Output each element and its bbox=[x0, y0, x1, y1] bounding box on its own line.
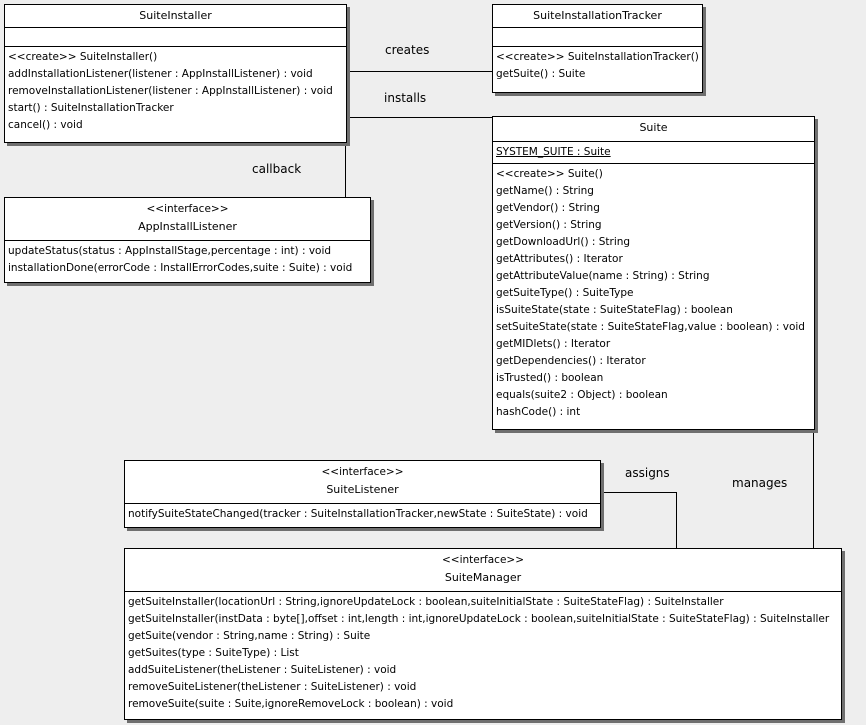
installs-label: installs bbox=[384, 91, 427, 105]
operation: getName() : String bbox=[496, 185, 594, 197]
class-name: SuiteManager bbox=[444, 571, 522, 584]
operation: addInstallationListener(listener : AppInstallListener) : void bbox=[8, 68, 313, 80]
operation: getSuiteType() : SuiteType bbox=[496, 287, 634, 299]
creates-connector bbox=[346, 71, 493, 72]
operation: getVendor() : String bbox=[496, 202, 600, 214]
operations-section bbox=[125, 592, 841, 715]
operation: removeSuite(suite : Suite,ignoreRemoveLock : boolean) : void bbox=[128, 698, 454, 710]
suite-class[interactable] bbox=[492, 116, 815, 430]
class-name: AppInstallListener bbox=[138, 220, 237, 233]
operation: <<create>> SuiteInstallationTracker() bbox=[496, 51, 699, 63]
operation: removeSuiteListener(theListener : SuiteListener) : void bbox=[128, 681, 417, 693]
class-header bbox=[125, 549, 841, 592]
operation: getVersion() : String bbox=[496, 219, 602, 231]
class-name: SuiteInstallationTracker bbox=[533, 9, 662, 22]
class-name: SuiteInstaller bbox=[139, 9, 212, 22]
operation: getAttributeValue(name : String) : String bbox=[496, 270, 710, 282]
stereotype: <<interface>> bbox=[441, 554, 525, 566]
operation: <<create>> SuiteInstaller() bbox=[8, 51, 158, 63]
operation: addSuiteListener(theListener : SuiteListener) : void bbox=[128, 664, 397, 676]
operation: start() : SuiteInstallationTracker bbox=[8, 102, 174, 114]
class-header bbox=[493, 5, 702, 28]
class-name: Suite bbox=[639, 121, 668, 134]
operation: installationDone(errorCode : InstallErrorCodes,suite : Suite) : void bbox=[8, 262, 353, 274]
class-header bbox=[493, 117, 814, 142]
operation: getSuiteInstaller(locationUrl : String,ignoreUpdateLock : boolean,suiteInitialState : SuiteStateFlag) : SuiteInstaller bbox=[128, 596, 724, 608]
suite-installation-tracker-class[interactable] bbox=[492, 4, 703, 93]
operations-section bbox=[5, 241, 370, 279]
attributes-section bbox=[493, 28, 702, 47]
installs-connector bbox=[346, 117, 493, 118]
operation: equals(suite2 : Object) : boolean bbox=[496, 389, 668, 401]
operation: getMIDlets() : Iterator bbox=[496, 338, 611, 350]
operation: <<create>> Suite() bbox=[496, 168, 603, 180]
operation: removeInstallationListener(listener : AppInstallListener) : void bbox=[8, 85, 333, 97]
class-header bbox=[5, 198, 370, 241]
class-header bbox=[5, 5, 346, 28]
operation: getSuite(vendor : String,name : String) : Suite bbox=[128, 630, 371, 642]
operation: getSuites(type : SuiteType) : List bbox=[128, 647, 299, 659]
operation: isSuiteState(state : SuiteStateFlag) : boolean bbox=[496, 304, 733, 316]
suite-installer-class[interactable] bbox=[4, 4, 347, 143]
attributes-section bbox=[5, 28, 346, 47]
callback-label: callback bbox=[252, 162, 302, 176]
manages-label: manages bbox=[732, 476, 788, 490]
operation: getDependencies() : Iterator bbox=[496, 355, 646, 367]
class-name: SuiteListener bbox=[326, 483, 399, 496]
operation: isTrusted() : boolean bbox=[496, 372, 604, 384]
class-header bbox=[125, 461, 600, 504]
operation: getAttributes() : Iterator bbox=[496, 253, 623, 265]
stereotype: <<interface>> bbox=[146, 203, 229, 215]
operation: notifySuiteStateChanged(tracker : SuiteInstallationTracker,newState : SuiteState) : void bbox=[128, 508, 588, 520]
creates-label: creates bbox=[385, 43, 430, 57]
operation: getDownloadUrl() : String bbox=[496, 236, 631, 248]
assigns-label: assigns bbox=[625, 466, 670, 480]
assigns-connector-v bbox=[676, 492, 677, 549]
attributes-section bbox=[493, 142, 814, 164]
operation: getSuiteInstaller(instData : byte[],offset : int,length : int,ignoreUpdateLock : boolean,suiteInitialState : SuiteStateFlag) : SuiteInstaller bbox=[128, 613, 830, 625]
suite-listener-interface[interactable] bbox=[124, 460, 601, 528]
operations-section bbox=[5, 47, 346, 136]
manages-connector bbox=[813, 429, 814, 549]
suite-manager-interface[interactable] bbox=[124, 548, 842, 720]
operations-section bbox=[493, 47, 702, 85]
operation: setSuiteState(state : SuiteStateFlag,value : boolean) : void bbox=[496, 321, 805, 333]
stereotype: <<interface>> bbox=[321, 466, 404, 478]
operations-section bbox=[493, 164, 814, 423]
callback-connector bbox=[345, 143, 346, 197]
app-install-listener-interface[interactable] bbox=[4, 197, 371, 283]
assigns-connector-h bbox=[601, 492, 677, 493]
operations-section bbox=[125, 504, 600, 525]
attribute: SYSTEM_SUITE : Suite bbox=[496, 146, 611, 158]
operation: getSuite() : Suite bbox=[496, 68, 586, 80]
operation: cancel() : void bbox=[8, 119, 83, 131]
operation: updateStatus(status : AppInstallStage,percentage : int) : void bbox=[8, 245, 332, 257]
operation: hashCode() : int bbox=[496, 406, 581, 418]
